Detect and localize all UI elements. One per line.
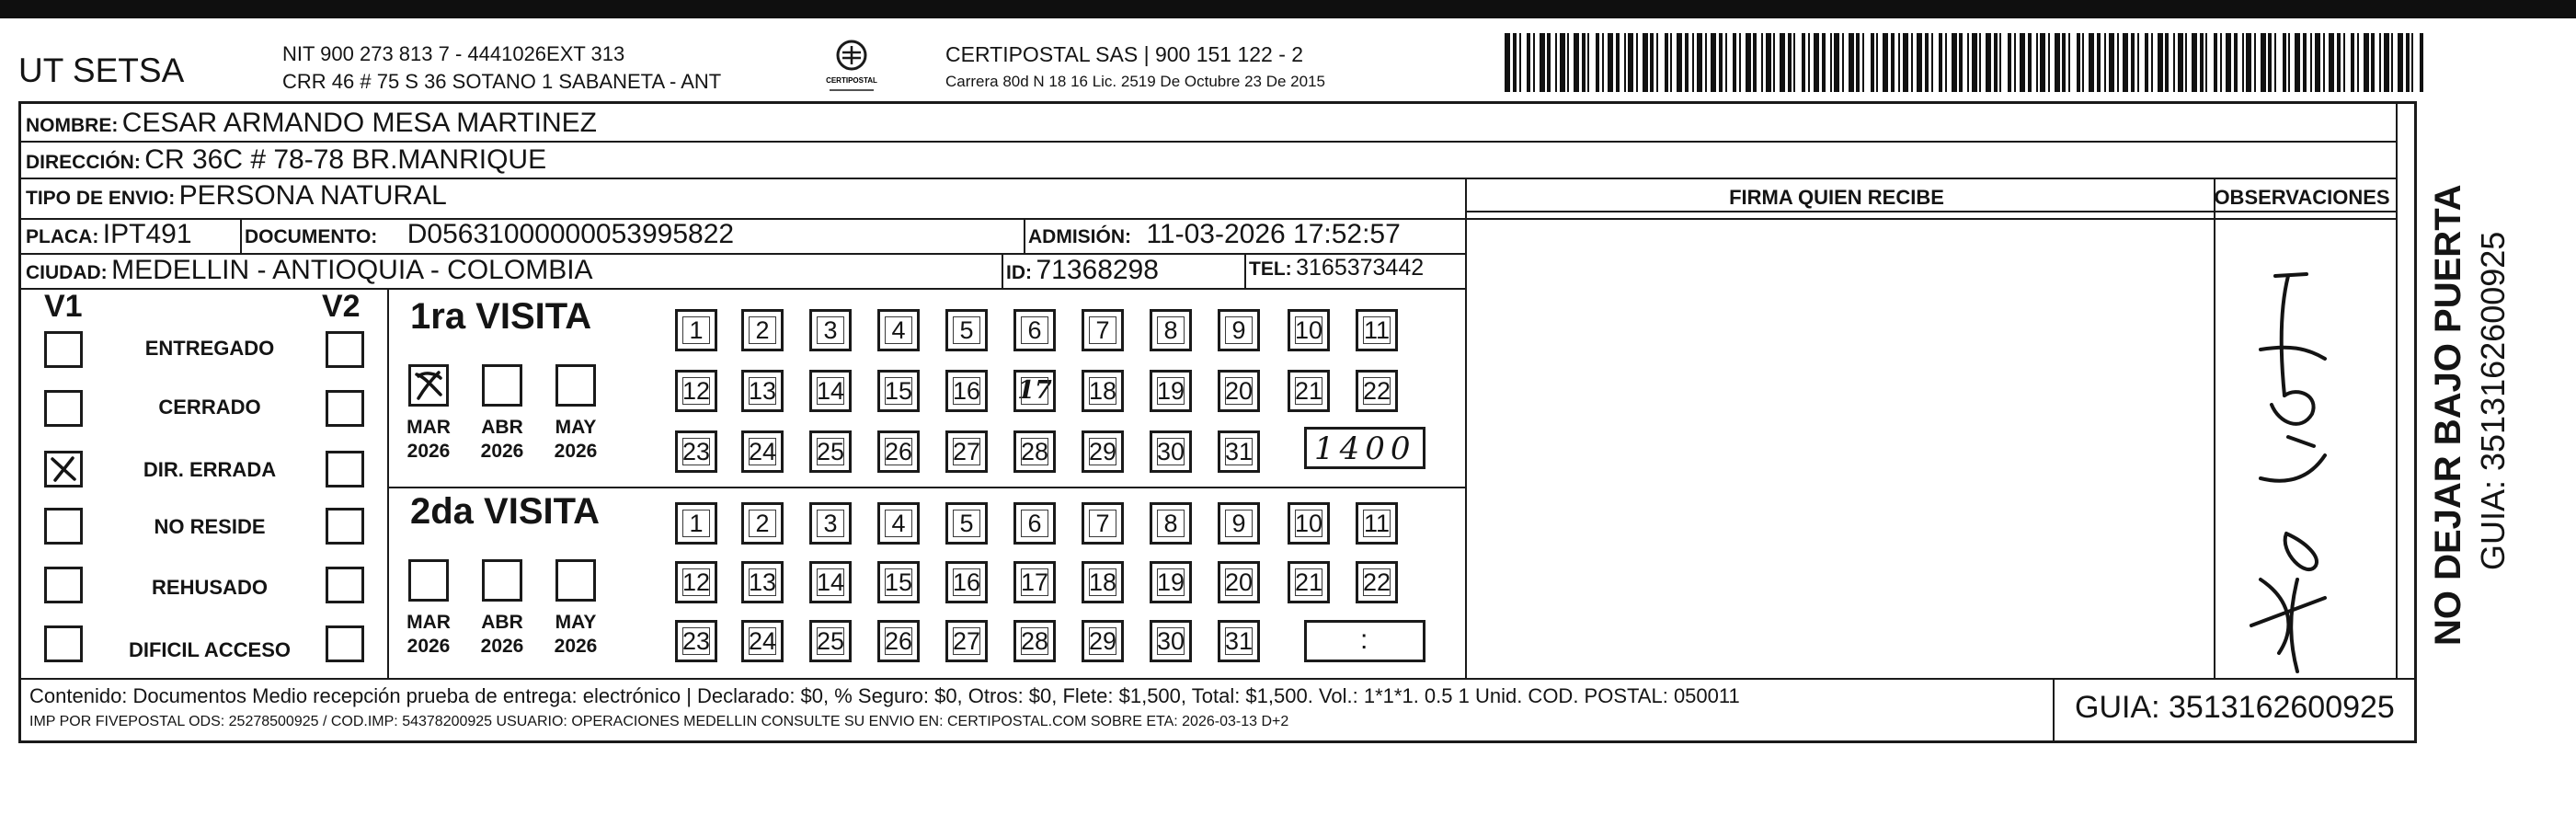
first-month-checkbox-abr[interactable] [482,364,522,407]
tipo-row [26,180,447,212]
first-visit-day-25[interactable]: 25 [809,430,852,473]
direccion-value: CR 36C # 78-78 BR.MANRIQUE [144,144,547,175]
v2-checkbox-no-reside[interactable] [326,508,364,545]
first-month-may: MAY 2026 [554,417,598,462]
handwritten-time [1307,430,1423,466]
tel-label: TEL: [1249,258,1292,280]
documento-cell [245,219,734,250]
side-warning: NO DEJAR BAJO PUERTA [2428,184,2468,646]
handwritten-x-mark [411,367,446,404]
placa-value: IPT491 [102,219,192,249]
v2-checkbox-cerrado[interactable] [326,390,364,427]
second-visit-day-24[interactable]: 24 [741,620,784,662]
top-dark-edge [0,0,2576,18]
first-month-checkbox-mar[interactable] [408,364,449,407]
address-line: CRR 46 # 75 S 36 SOTANO 1 SABANETA - ANT [282,70,722,93]
second-visit-day-18[interactable]: 18 [1082,561,1124,603]
first-visit-day-20[interactable]: 20 [1218,370,1260,412]
first-visit-day-23[interactable]: 23 [675,430,717,473]
certipostal-info [945,40,1325,96]
first-visit-title: 1ra VISITA [410,296,592,337]
v2-checkbox-dificil-acceso[interactable] [326,625,364,662]
second-visit-day-5[interactable]: 5 [945,502,988,545]
first-visit-day-3[interactable]: 3 [809,309,852,351]
second-visit-day-4[interactable]: 4 [877,502,920,545]
first-visit-day-5[interactable]: 5 [945,309,988,351]
certipostal-name: CERTIPOSTAL SAS | 900 151 122 - 2 [945,42,1304,66]
footer-guia: GUIA: 3513162600925 [2075,690,2395,725]
first-month-mar: MAR 2026 [406,417,451,462]
second-visit-day-13[interactable]: 13 [741,561,784,603]
logo-text: CERTIPOSTAL [826,76,877,85]
nombre-value: CESAR ARMANDO MESA MARTINEZ [121,108,597,138]
v2-header: V2 [322,289,361,324]
id-label: ID: [1006,262,1032,283]
footer-print-line: IMP POR FIVEPOSTAL ODS: 25278500925 / COD.IMP: 54378200925 USUARIO: OPERACIONES MEDELLIN CONSULTE SU ENVIO EN: CERTIPOSTAL.COM SOBRE ETA: 2026-03-13 D+2 [29,714,1289,729]
second-visit-day-7[interactable]: 7 [1082,502,1124,545]
barcode [1505,33,2424,92]
first-visit-day-24[interactable]: 24 [741,430,784,473]
second-visit-day-31[interactable]: 31 [1218,620,1260,662]
second-visit-day-21[interactable]: 21 [1288,561,1330,603]
handwritten-observation [2224,248,2362,681]
observaciones-label: OBSERVACIONES [2214,186,2390,209]
direccion-row [26,144,546,176]
v1-checkbox-cerrado[interactable] [44,390,83,427]
first-visit-day-17[interactable]: 17 [1013,370,1056,412]
second-visit-day-12[interactable]: 12 [675,561,717,603]
first-visit-day-30[interactable]: 30 [1150,430,1192,473]
second-visit-day-6[interactable]: 6 [1013,502,1056,545]
status-cerrado: CERRADO [158,396,261,419]
first-visit-day-6[interactable]: 6 [1013,309,1056,351]
direccion-label: DIRECCIÓN: [26,152,141,173]
second-visit-day-19[interactable]: 19 [1150,561,1192,603]
first-visit-day-21[interactable]: 21 [1288,370,1330,412]
id-cell [1006,255,1159,286]
second-visit-day-11[interactable]: 11 [1356,502,1398,545]
v1-checkbox-dir-errada[interactable] [44,451,83,488]
ciudad-label: CIUDAD: [26,262,108,283]
nombre-row [26,108,597,139]
first-visit-day-11[interactable]: 11 [1356,309,1398,351]
first-visit-day-12[interactable]: 12 [675,370,717,412]
svg-text:1400: 1400 [1314,430,1416,466]
first-visit-day-2[interactable]: 2 [741,309,784,351]
status-rehusado: REHUSADO [152,576,268,599]
second-visit-day-23[interactable]: 23 [675,620,717,662]
first-month-checkbox-may[interactable] [555,364,596,407]
v2-checkbox-entregado[interactable] [326,331,364,368]
first-visit-day-7[interactable]: 7 [1082,309,1124,351]
second-visit-day-22[interactable]: 22 [1356,561,1398,603]
side-guia: GUIA: 3513162600925 [2474,231,2512,570]
v1-checkbox-entregado[interactable] [44,331,83,368]
id-value: 71368298 [1036,255,1159,285]
second-visit-title: 2da VISITA [410,491,600,532]
nombre-label: NOMBRE: [26,115,119,136]
second-visit-day-15[interactable]: 15 [877,561,920,603]
first-visit-day-16[interactable]: 16 [945,370,988,412]
first-visit-day-29[interactable]: 29 [1082,430,1124,473]
second-visit-day-30[interactable]: 30 [1150,620,1192,662]
first-month-abr: ABR 2026 [480,417,524,462]
v1-checkbox-no-reside[interactable] [44,508,83,545]
admision-cell [1028,219,1401,250]
first-visit-day-14[interactable]: 14 [809,370,852,412]
status-dificil-acceso: DIFICIL ACCESO [128,638,291,661]
ciudad-cell [26,255,593,286]
first-visit-day-4[interactable]: 4 [877,309,920,351]
status-no-reside: NO RESIDE [154,515,266,538]
second-visit-day-17[interactable]: 17 [1013,561,1056,603]
certipostal-logo [817,37,887,98]
first-visit-day-9[interactable]: 9 [1218,309,1260,351]
admision-value: 11-03-2026 17:52:57 [1146,219,1401,249]
company-name: UT SETSA [18,52,185,89]
v2-checkbox-dir-errada[interactable] [326,451,364,488]
second-month-may: MAY 2026 [554,612,598,657]
documento-label: DOCUMENTO: [245,226,378,247]
first-visit-day-31[interactable]: 31 [1218,430,1260,473]
second-month-checkbox-abr[interactable] [482,559,522,602]
first-visit-day-1[interactable]: 1 [675,309,717,351]
first-visit-day-26[interactable]: 26 [877,430,920,473]
first-visit-day-18[interactable]: 18 [1082,370,1124,412]
v2-checkbox-rehusado[interactable] [326,567,364,603]
tipo-value: PERSONA NATURAL [178,180,447,211]
second-visit-day-2[interactable]: 2 [741,502,784,545]
first-visit-day-27[interactable]: 27 [945,430,988,473]
first-visit-day-15[interactable]: 15 [877,370,920,412]
tel-value: 3165373442 [1296,255,1425,281]
placa-label: PLACA: [26,226,99,247]
v1-checkbox-rehusado[interactable] [44,567,83,603]
status-entregado: ENTREGADO [144,337,275,360]
firma-label: FIRMA QUIEN RECIBE [1729,186,1944,209]
first-visit-time-box[interactable] [1304,427,1425,469]
second-month-mar: MAR 2026 [406,612,451,657]
admision-label: ADMISIÓN: [1028,226,1131,247]
first-visit-day-22[interactable]: 22 [1356,370,1398,412]
second-visit-day-14[interactable]: 14 [809,561,852,603]
first-visit-day-8[interactable]: 8 [1150,309,1192,351]
company-info [282,40,721,96]
v1-checkbox-dificil-acceso[interactable] [44,625,83,662]
first-visit-day-28[interactable]: 28 [1013,430,1056,473]
second-month-checkbox-mar[interactable] [408,559,449,602]
tipo-label: TIPO DE ENVIO: [26,188,176,209]
second-visit-day-20[interactable]: 20 [1218,561,1260,603]
second-visit-day-26[interactable]: 26 [877,620,920,662]
documento-value: D05631000000053995822 [406,219,735,249]
placa-cell [26,219,192,250]
second-visit-day-27[interactable]: 27 [945,620,988,662]
first-visit-day-10[interactable]: 10 [1288,309,1330,351]
certipostal-license: Carrera 80d N 18 16 Lic. 2519 De Octubre 23 De 2015 [945,73,1325,90]
second-month-checkbox-may[interactable] [555,559,596,602]
nit-line: NIT 900 273 813 7 - 4441026EXT 313 [282,42,625,65]
handwritten-x-mark [47,453,80,485]
tel-cell [1249,255,1424,281]
second-visit-day-10[interactable]: 10 [1288,502,1330,545]
first-visit-day-13[interactable]: 13 [741,370,784,412]
footer-content-line: Contenido: Documentos Medio recepción prueba de entrega: electrónico | Declarado: $0, % Seguro: $0, Otros: $0, Flete: $1,500, Total: $1,500. Vol.: 1*1*1. 0.5 1 Unid. COD. POSTAL: 050011 [29,684,1740,707]
second-visit-day-29[interactable]: 29 [1082,620,1124,662]
second-visit-time-box[interactable]: : [1304,620,1425,662]
status-dir-errada: DIR. ERRADA [143,458,277,481]
first-visit-day-19[interactable]: 19 [1150,370,1192,412]
second-month-abr: ABR 2026 [480,612,524,657]
second-visit-day-16[interactable]: 16 [945,561,988,603]
ciudad-value: MEDELLIN - ANTIOQUIA - COLOMBIA [111,255,593,285]
second-visit-day-9[interactable]: 9 [1218,502,1260,545]
footer-guia-box [2053,679,2415,741]
second-visit-day-3[interactable]: 3 [809,502,852,545]
v1-header: V1 [44,289,83,324]
second-visit-day-25[interactable]: 25 [809,620,852,662]
second-visit-day-28[interactable]: 28 [1013,620,1056,662]
second-visit-day-8[interactable]: 8 [1150,502,1192,545]
second-visit-day-1[interactable]: 1 [675,502,717,545]
